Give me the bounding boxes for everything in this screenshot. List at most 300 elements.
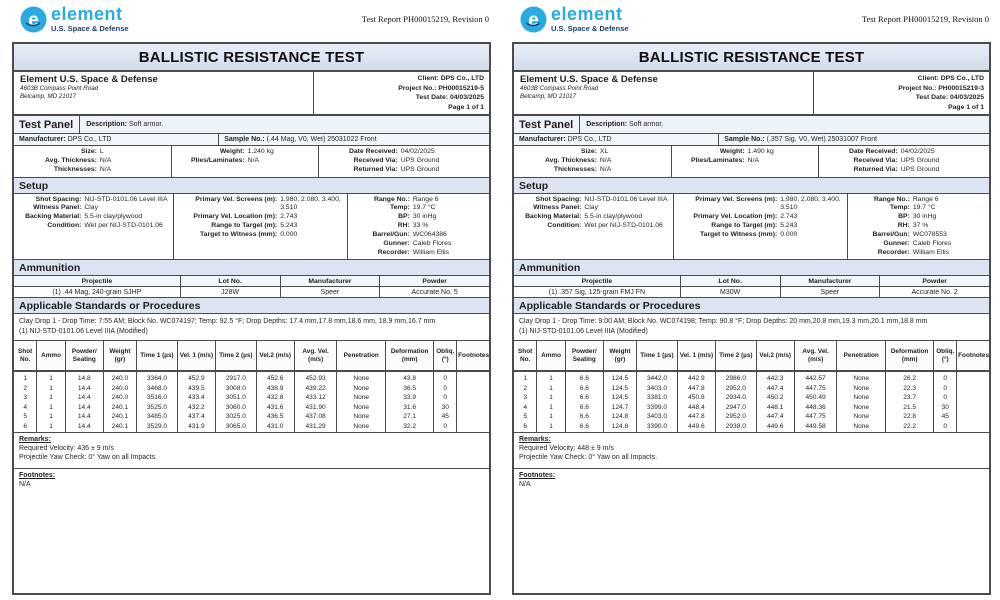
column-header: Avg. Vel. (m/s) (294, 341, 337, 371)
company-name: Element U.S. Space & Defense (520, 74, 658, 85)
test-panel-label: Test Panel (514, 116, 580, 133)
table-cell: 2934.0 (715, 393, 756, 403)
table-cell: 431.9 (177, 422, 215, 432)
report-reference: Test Report PH00015219, Revision 0 (361, 14, 489, 24)
manufacturer-value: DPS Co., LTD (567, 136, 612, 144)
field-label: Recorder: (877, 248, 910, 256)
field-value: NIJ-STD-0101.06 Level IIIA (584, 195, 668, 203)
table-cell (957, 393, 989, 403)
standards-section-header: Applicable Standards or Procedures (514, 298, 989, 314)
sample-value: (.357 Sig, V0, Wet) 25031007 Front (766, 136, 878, 144)
field-value: 04/02/2025 (900, 148, 935, 156)
table-cell: 3399.0 (637, 403, 678, 413)
company-info-row (514, 72, 989, 116)
table-cell: 449.6 (677, 422, 715, 432)
column-header: Powder/ Seating (565, 341, 603, 371)
table-cell: 0 (434, 393, 457, 403)
field-value: William Ellis (412, 248, 450, 256)
table-cell: 14.4 (65, 422, 103, 432)
footnotes-text: N/A (519, 480, 531, 488)
field-label: RH: (397, 222, 410, 230)
table-cell: 2 (14, 384, 37, 394)
field-row (17, 204, 170, 213)
field-row (351, 222, 487, 231)
column-header: Footnotes (957, 341, 989, 371)
column-header: Powder/ Seating (65, 341, 103, 371)
text-line: Test Date: 04/03/2025 (415, 94, 484, 102)
shot-table-header-row (514, 341, 989, 371)
field-label: Temp: (889, 204, 910, 212)
field-row (351, 249, 487, 258)
column-header: Weight (gr) (103, 341, 136, 371)
table-cell: 3516.0 (137, 393, 178, 403)
column-header: Weight (gr) (603, 341, 636, 371)
field-label: Weight: (219, 148, 245, 156)
setup-col-spacing (514, 194, 673, 260)
field-value: 1.490 kg (747, 148, 774, 156)
table-cell: 450.2 (756, 393, 794, 403)
field-value: Caleb Flores (412, 239, 452, 247)
field-label: Condition: (547, 222, 582, 230)
field-row (677, 231, 843, 240)
column-header: Time 2 (µs) (215, 341, 256, 371)
manufacturer-sample-row (514, 134, 989, 146)
table-cell: 450.49 (794, 393, 837, 403)
page-header (12, 4, 491, 42)
table-cell: 4 (514, 403, 537, 413)
field-value: L (99, 148, 104, 156)
logo-subtitle: U.S. Space & Defense (51, 24, 129, 34)
table-cell: 21.5 (885, 403, 933, 413)
field-row (677, 213, 843, 222)
table-cell: 26.2 (885, 371, 933, 384)
table-cell: 3065.0 (215, 422, 256, 432)
description-value: Soft armor. (629, 121, 664, 129)
text-line: Required Velocity: 436 ± 9 m/s (19, 444, 114, 452)
logo-text (51, 6, 129, 33)
field-value: 37 % (912, 222, 929, 230)
field-row (351, 231, 487, 240)
field-value: Caleb Flores (912, 239, 952, 247)
panel-info-col-weight (671, 146, 818, 176)
field-label: Barrel/Gun: (872, 230, 910, 238)
report-page-right (500, 0, 1000, 595)
table-cell: 1 (37, 412, 66, 422)
field-row (675, 148, 815, 157)
text-line: Required Velocity: 448 ± 9 m/s (519, 444, 614, 452)
table-cell (457, 371, 489, 384)
column-header: Projectile (14, 276, 180, 287)
setup-col-range (847, 194, 990, 260)
report-body (512, 42, 991, 595)
table-cell: 1 (14, 371, 37, 384)
field-label: Target to Witness (mm): (200, 230, 278, 238)
table-cell: 1 (37, 422, 66, 432)
table-cell: 442.57 (794, 371, 837, 384)
table-cell: 1 (37, 384, 66, 394)
table-cell: 3060.0 (215, 403, 256, 413)
field-value: 1.980, 2.080, 3.400, 3.510 (780, 195, 841, 212)
field-label: Thicknesses: (53, 165, 97, 173)
table-cell: 3403.0 (637, 412, 678, 422)
setup-section-header: Setup (14, 178, 489, 194)
table-cell: 432.8 (256, 393, 294, 403)
test-panel-label: Test Panel (14, 116, 80, 133)
company-block (514, 72, 813, 114)
table-cell (457, 393, 489, 403)
footnotes-label: Footnotes: (519, 471, 556, 479)
table-cell: None (837, 384, 885, 394)
table-cell: None (837, 412, 885, 422)
table-cell: 3390.0 (637, 422, 678, 432)
field-label: Recorder: (377, 248, 410, 256)
table-cell: 433.12 (294, 393, 337, 403)
table-cell: 1 (537, 412, 566, 422)
table-cell: 5 (14, 412, 37, 422)
company-address-line1: 4603B Compass Point Road (20, 85, 99, 92)
table-cell: 431.0 (256, 422, 294, 432)
table-row (14, 371, 489, 384)
field-value: 2.743 (780, 213, 798, 221)
field-row (677, 222, 843, 231)
field-label: Avg. Thickness: (45, 156, 97, 164)
field-row (177, 213, 343, 222)
field-row (17, 222, 170, 231)
field-value: 19.7 °C (412, 204, 436, 212)
table-cell: 22.8 (885, 412, 933, 422)
manufacturer-cell (514, 134, 718, 145)
table-cell: 3 (14, 393, 37, 403)
table-cell: 6.6 (565, 393, 603, 403)
field-label: Size: (81, 148, 97, 156)
table-cell: 3403.0 (637, 384, 678, 394)
column-header: Vel.2 (m/s) (756, 341, 794, 371)
test-panel-description (80, 118, 169, 131)
field-value: Wet per NIJ-STD-0101.06 (584, 222, 663, 230)
field-label: Range to Target (m): (711, 222, 778, 230)
field-value: N/A (247, 156, 260, 164)
text-line: Projectile Yaw Check: 0° Yaw on all Impacts. (519, 454, 658, 462)
table-cell: 3051.0 (215, 393, 256, 403)
manufacturer-label: Manufacturer: (519, 136, 566, 144)
panel-info-block (14, 146, 489, 177)
field-value: UPS Ground (900, 156, 940, 164)
column-header: Deformation (mm) (385, 341, 433, 371)
table-cell: 1 (537, 384, 566, 394)
table-cell: 448.36 (794, 403, 837, 413)
manufacturer-cell (14, 134, 218, 145)
table-cell: 442.3 (756, 371, 794, 384)
panel-info-col-dates (318, 146, 489, 176)
element-logo-icon (20, 6, 47, 33)
table-cell: 431.6 (256, 403, 294, 413)
shot-table-body (14, 371, 489, 432)
table-cell: 0 (934, 393, 957, 403)
ammunition-table (514, 276, 989, 298)
field-row (175, 157, 315, 166)
table-cell: 124.5 (603, 384, 636, 394)
table-cell: None (837, 403, 885, 413)
field-row (851, 240, 987, 249)
table-cell: 439.22 (294, 384, 337, 394)
table-cell: 1 (537, 371, 566, 384)
field-row (517, 148, 668, 157)
report-title: BALLISTIC RESISTANCE TEST (14, 44, 489, 72)
field-label: Shot Spacing: (35, 195, 82, 203)
setup-block (514, 194, 989, 261)
field-label: Range No.: (873, 195, 910, 203)
field-label: Primary Vel. Screens (m): (695, 195, 778, 203)
company-address-line1: 4603B Compass Point Road (520, 85, 599, 92)
table-row (14, 384, 489, 394)
table-cell: 448.4 (677, 403, 715, 413)
footnotes-label: Footnotes: (19, 471, 56, 479)
report-meta (813, 72, 989, 114)
table-cell: (1) .357 Sig, 125-grain FMJ FN (514, 287, 680, 298)
table-cell: 124.7 (603, 403, 636, 413)
table-cell: 448.1 (756, 403, 794, 413)
field-row (822, 157, 986, 166)
table-cell: 22.3 (885, 384, 933, 394)
remarks-block (14, 433, 489, 469)
sample-value: (.44 Mag, V0, Wet) 25031022 Front (266, 136, 377, 144)
field-label: Range to Target (m): (211, 222, 278, 230)
field-value: WC064386 (412, 230, 447, 238)
table-cell: 240.1 (103, 412, 136, 422)
table-row (514, 371, 989, 384)
field-label: Backing Material: (525, 213, 582, 221)
table-cell: 0 (934, 422, 957, 432)
field-value: N/A (599, 165, 612, 173)
table-cell: 1 (537, 403, 566, 413)
field-value: 2.743 (280, 213, 298, 221)
remarks-text (19, 444, 484, 463)
table-cell: 1 (37, 393, 66, 403)
field-row (517, 222, 670, 231)
table-cell: J28W (180, 287, 280, 298)
table-cell: 0 (434, 371, 457, 384)
table-cell: None (837, 371, 885, 384)
table-cell: 124.8 (603, 422, 636, 432)
setup-col-spacing (14, 194, 173, 260)
table-cell: 124.8 (603, 412, 636, 422)
field-value: 19.7 °C (912, 204, 936, 212)
field-row (17, 148, 168, 157)
field-row (17, 213, 170, 222)
test-panel-section (514, 116, 989, 134)
field-row (351, 213, 487, 222)
field-value: 30 inHg (912, 213, 937, 221)
table-cell: 5 (514, 412, 537, 422)
shot-table-body (514, 371, 989, 432)
panel-info-col-weight (171, 146, 318, 176)
table-cell (457, 384, 489, 394)
field-label: Condition: (47, 222, 82, 230)
table-cell: None (837, 393, 885, 403)
table-cell: 22.2 (885, 422, 933, 432)
table-cell: 14.4 (65, 403, 103, 413)
field-label: BP: (898, 213, 910, 221)
field-label: Received Via: (853, 156, 898, 164)
column-header: Manufacturer (780, 276, 880, 287)
table-cell: 1 (514, 371, 537, 384)
column-header: Deformation (mm) (885, 341, 933, 371)
panel-info-block (514, 146, 989, 177)
field-label: Witness Panel: (33, 204, 82, 212)
field-value: NIJ-STD-0101.06 Level IIIA (84, 195, 168, 203)
logo-brand-text: element (51, 4, 123, 24)
field-row (351, 240, 487, 249)
field-row (822, 166, 986, 175)
setup-col-velocity (673, 194, 846, 260)
column-header: Projectile (514, 276, 680, 287)
table-cell: None (337, 384, 385, 394)
table-cell: 437.4 (177, 412, 215, 422)
field-value: 33 % (412, 222, 429, 230)
manufacturer-value: DPS Co., LTD (67, 136, 112, 144)
table-cell: 14.4 (65, 384, 103, 394)
table-cell: 442.9 (677, 371, 715, 384)
field-row (322, 166, 486, 175)
table-cell: 14.8 (65, 371, 103, 384)
field-row (822, 148, 986, 157)
field-label: Gunner: (383, 239, 410, 247)
table-cell: 3485.0 (137, 412, 178, 422)
table-cell: 432.2 (177, 403, 215, 413)
column-header: Manufacturer (280, 276, 380, 287)
table-cell: 6.6 (565, 412, 603, 422)
setup-col-range (347, 194, 490, 260)
svg-text:e: e (528, 10, 539, 31)
sample-cell (218, 134, 489, 145)
column-header: Powder (380, 276, 489, 287)
column-header: Vel. 1 (m/s) (677, 341, 715, 371)
table-cell: 1 (37, 403, 66, 413)
table-cell: 2952.0 (715, 384, 756, 394)
table-cell: 452.9 (177, 371, 215, 384)
setup-section-header: Setup (514, 178, 989, 194)
table-cell (457, 412, 489, 422)
column-header: Ammo (37, 341, 66, 371)
table-cell: 43.8 (385, 371, 433, 384)
table-row (14, 412, 489, 422)
field-row (851, 231, 987, 240)
report-body (12, 42, 491, 595)
table-cell: Speer (280, 287, 380, 298)
table-cell: 3525.0 (137, 403, 178, 413)
field-label: Returned Via: (353, 165, 398, 173)
field-label: Plies/Laminates: (191, 156, 245, 164)
table-cell (457, 422, 489, 432)
shot-table-header-row (14, 341, 489, 371)
manufacturer-sample-row (14, 134, 489, 146)
table-cell: 0 (934, 371, 957, 384)
field-label: Received Via: (353, 156, 398, 164)
ammo-header-row (514, 276, 989, 287)
column-header: Ammo (537, 341, 566, 371)
field-row (177, 231, 343, 240)
text-line: Page 1 of 1 (448, 103, 484, 111)
ammunition-section-header: Ammunition (14, 260, 489, 276)
text-line: Client: DPS Co., LTD (917, 75, 984, 82)
field-label: Date Received: (348, 148, 398, 156)
table-cell: 3468.0 (137, 384, 178, 394)
field-value: 5.5-in clay/plywood (84, 213, 143, 221)
field-value: UPS Ground (400, 165, 440, 173)
field-value: UPS Ground (900, 165, 940, 173)
table-cell: 6.6 (565, 403, 603, 413)
table-cell: 0 (434, 384, 457, 394)
field-value: 5.243 (280, 222, 298, 230)
sample-cell (718, 134, 989, 145)
panel-info-col-size (14, 146, 171, 176)
table-cell: 447.4 (756, 412, 794, 422)
field-row (517, 204, 670, 213)
shot-results-table (14, 341, 489, 432)
table-cell (957, 422, 989, 432)
field-row (675, 157, 815, 166)
description-label: Description: (586, 121, 628, 129)
test-panel-section (14, 116, 489, 134)
table-cell: 447.75 (794, 412, 837, 422)
table-row (14, 403, 489, 413)
table-cell: 6.6 (565, 371, 603, 384)
text-line: Projectile Yaw Check: 0° Yaw on all Impacts. (19, 454, 158, 462)
field-value: Clay (84, 204, 98, 212)
field-row (517, 157, 668, 166)
table-cell: 2 (514, 384, 537, 394)
table-row (14, 393, 489, 403)
field-label: Weight: (719, 148, 745, 156)
remarks-label: Remarks: (19, 435, 51, 443)
table-cell: 452.93 (294, 371, 337, 384)
table-cell: 2947.0 (715, 403, 756, 413)
column-header: Powder (880, 276, 989, 287)
field-value: 5.5-in clay/plywood (584, 213, 643, 221)
column-header: Vel.2 (m/s) (256, 341, 294, 371)
table-cell: 124.5 (603, 371, 636, 384)
standards-section-header: Applicable Standards or Procedures (14, 298, 489, 314)
field-label: Barrel/Gun: (372, 230, 410, 238)
table-cell (457, 403, 489, 413)
table-cell: 14.4 (65, 393, 103, 403)
company-address-line2: Belcamp, MD 21017 (20, 93, 77, 101)
table-cell: 6.6 (565, 384, 603, 394)
field-value: WC078553 (912, 230, 947, 238)
setup-col-velocity (173, 194, 346, 260)
table-cell (957, 403, 989, 413)
field-row (851, 213, 987, 222)
table-cell: 14.4 (65, 412, 103, 422)
remarks-label: Remarks: (519, 435, 551, 443)
table-cell: None (337, 403, 385, 413)
field-label: Date Received: (848, 148, 898, 156)
text-line: Test Date: 04/03/2025 (915, 94, 984, 102)
report-page-left (0, 0, 500, 595)
table-cell: 240.1 (103, 403, 136, 413)
text-line: Clay Drop 1 - Drop Time: 9:00 AM; Block No. WC074198; Temp: 90.8 °F; Drop Depths: 20 mm,20.8 mm,19.3 mm,20.1 mm,18.8 mm (519, 318, 928, 326)
table-cell: 2986.0 (715, 371, 756, 384)
field-row (517, 196, 670, 205)
table-cell: 2938.0 (715, 422, 756, 432)
field-row (517, 213, 670, 222)
ammo-header-row (14, 276, 489, 287)
field-value: Range 6 (912, 195, 939, 203)
table-cell: 3529.0 (137, 422, 178, 432)
text-line: (1) NIJ-STD-0101.06 Level IIIA (Modified) (19, 327, 148, 335)
standards-text (14, 314, 489, 341)
text-line: Page 1 of 1 (948, 103, 984, 111)
